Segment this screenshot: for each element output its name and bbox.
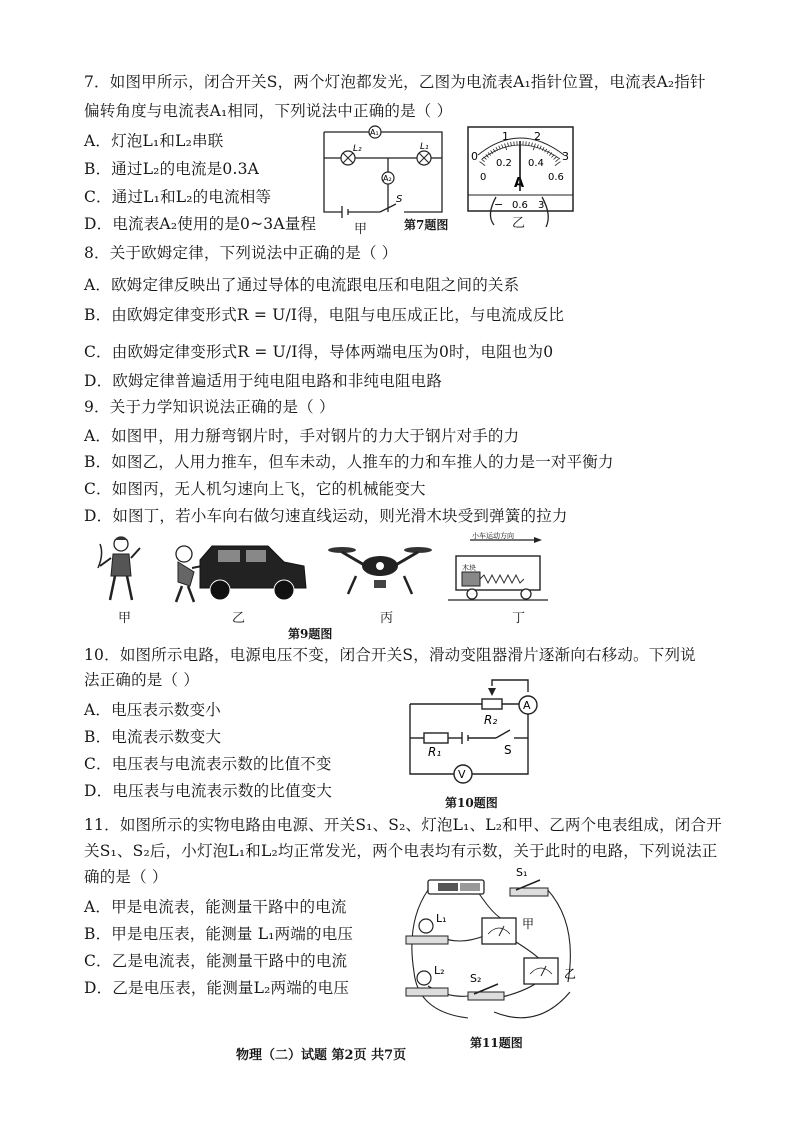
q9-figure-caption: 第9题图 [288,627,333,641]
meter-yi [524,958,558,984]
label-l1: L₁ [420,142,429,152]
dial-top-3: 3 [562,150,569,163]
q10-option-c: C．电压表与电流表示数的比值不变 [84,755,332,773]
q7-fig-yi-label: 乙 [512,216,526,231]
dial-bottom-02: 0.2 [496,158,512,169]
dial-top-1: 1 [502,130,509,143]
label-jia: 甲 [522,917,535,931]
label-r2: R₂ [484,713,498,727]
q8-stem: 8．关于欧姆定律，下列说法中正确的是（ ） [84,244,398,262]
q7-option-b: B．通过L₂的电流是0.3A [84,160,260,178]
rheostat-slider [488,688,496,696]
q9-fig-label-yi: 乙 [232,611,246,626]
q7-figure-caption: 第7题图 [404,218,449,232]
lamp-l2-base [406,988,448,996]
q8-option-a: A．欧姆定律反映出了通过导体的电流跟电压和电阻之间的关系 [84,276,520,294]
dial-tick [514,141,515,145]
q10-option-d: D．电压表与电流表示数的比值变大 [84,782,333,800]
q7-fig-jia-label: 甲 [354,222,368,237]
dial-top-0: 0 [471,150,478,163]
q9-option-a: A．如图甲，用力掰弯钢片时，手对钢片的力大于钢片对手的力 [84,427,520,445]
q11-figure-caption: 第11题图 [470,1036,523,1050]
label-s1: S₁ [516,866,528,879]
label-a: A [523,699,531,712]
dial-tick [526,141,527,145]
q9-option-b: B．如图乙，人用力推车，但车未动，人推车的力和车推人的力是一对平衡力 [84,453,614,471]
q10-figure-caption: 第10题图 [445,796,498,810]
q8-option-c: C．由欧姆定律变形式R = U/I得，导体两端电压为0时，电阻也为0 [84,343,554,361]
q9-stem: 9．关于力学知识说法正确的是（ ） [84,398,335,416]
switch-s2 [468,992,504,1000]
resistor-r1-symbol [424,733,448,743]
label-r1: R₁ [428,745,442,759]
q9-fig-yi-pushing-car [172,538,312,606]
label-s2: S₂ [470,972,482,985]
label-l1: L₁ [436,912,447,925]
lamp-l1 [419,919,433,933]
dial-top-2: 2 [534,130,541,143]
q11-stem-line3: 确的是（ ） [84,868,168,886]
q8-option-d: D．欧姆定律普遍适用于纯电阻电路和非纯电阻电路 [84,372,443,390]
dial-unit: A [514,176,525,191]
q10-circuit-diagram [402,672,550,792]
rheostat-r2-symbol [482,699,502,709]
label-s: S [396,194,403,205]
switch-s1 [510,888,548,896]
label-a2: A₂ [383,174,392,183]
q7-stem-line2: 偏转角度与电流表A₁相同，下列说法中正确的是（ ） [84,102,453,120]
meter-jia [482,918,516,944]
q8-option-b: B．由欧姆定律变形式R = U/I得，电阻与电压成正比，与电流成反比 [84,306,565,324]
dial-bottom-06: 0.6 [548,172,564,183]
label-l2: L₂ [353,144,362,154]
q11-option-b: B．甲是电压表，能测量 L₁两端的电压 [84,925,354,943]
label-a1: A₁ [370,128,379,137]
q7-stem-line1: 7．如图甲所示，闭合开关S，两个灯泡都发光，乙图为电流表A₁指针位置，电流表A₂指针 [84,73,706,91]
q7-option-c: C．通过L₁和L₂的电流相等 [84,188,272,206]
ding-arrow-label: 小车运动方向 [472,532,514,540]
q11-stem-line1: 11．如图所示的实物电路由电源、开关S₁、S₂、灯泡L₁、L₂和甲、乙两个电表组成，闭合开 [84,816,722,834]
q9-fig-ding-cart-spring [448,530,548,604]
label-s: S [504,743,512,757]
q10-option-a: A．电压表示数变小 [84,701,221,719]
terminal-3: 3 [538,200,545,211]
lamp-l2 [417,971,431,985]
q11-stem-line2: 关S₁、S₂后，小灯泡L₁和L₂均正常发光，两个电表均有示数，关于此时的电路，下列说法正 [84,842,718,860]
page-footer: 物理（二）试题 第2页 共7页 [236,1048,407,1063]
q9-option-d: D．如图丁，若小车向右做匀速直线运动，则光滑木块受到弹簧的拉力 [84,507,568,525]
label-l2: L₂ [434,964,445,977]
dial-bottom-04: 0.4 [528,158,544,169]
label-v: V [458,768,466,781]
q9-fig-bing-drone [326,540,434,602]
q10-stem-line1: 10．如图所示电路，电源电压不变，闭合开关S，滑动变阻器滑片逐渐向右移动。下列说 [84,646,696,664]
q9-fig-label-bing: 丙 [380,611,394,626]
label-yi: 乙 [564,967,577,981]
q10-stem-line2: 法正确的是（ ） [84,671,200,689]
q11-option-d: D．乙是电压表，能测量L₂两端的电压 [84,979,350,997]
q9-fig-jia-bending-steel [96,534,146,606]
q9-fig-label-ding: 丁 [512,611,526,626]
terminal-minus: − [494,198,504,211]
ding-block-label: 木块 [462,564,476,572]
q9-option-c: C．如图丙，无人机匀速向上飞，它的机械能变大 [84,480,426,498]
q10-option-b: B．电流表示数变大 [84,728,222,746]
q7-option-d: D．电流表A₂使用的是0~3A量程 [84,215,317,233]
q11-option-a: A．甲是电流表，能测量干路中的电流 [84,898,347,916]
q9-fig-label-jia: 甲 [118,611,132,626]
terminal-06: 0.6 [512,200,528,211]
dial-bottom-0: 0 [480,172,487,183]
q11-option-c: C．乙是电流表，能测量干路中的电流 [84,952,348,970]
q11-physical-circuit [398,862,580,1032]
q7-option-a: A．灯泡L₁和L₂串联 [84,132,224,150]
lamp-l1-base [406,936,448,944]
